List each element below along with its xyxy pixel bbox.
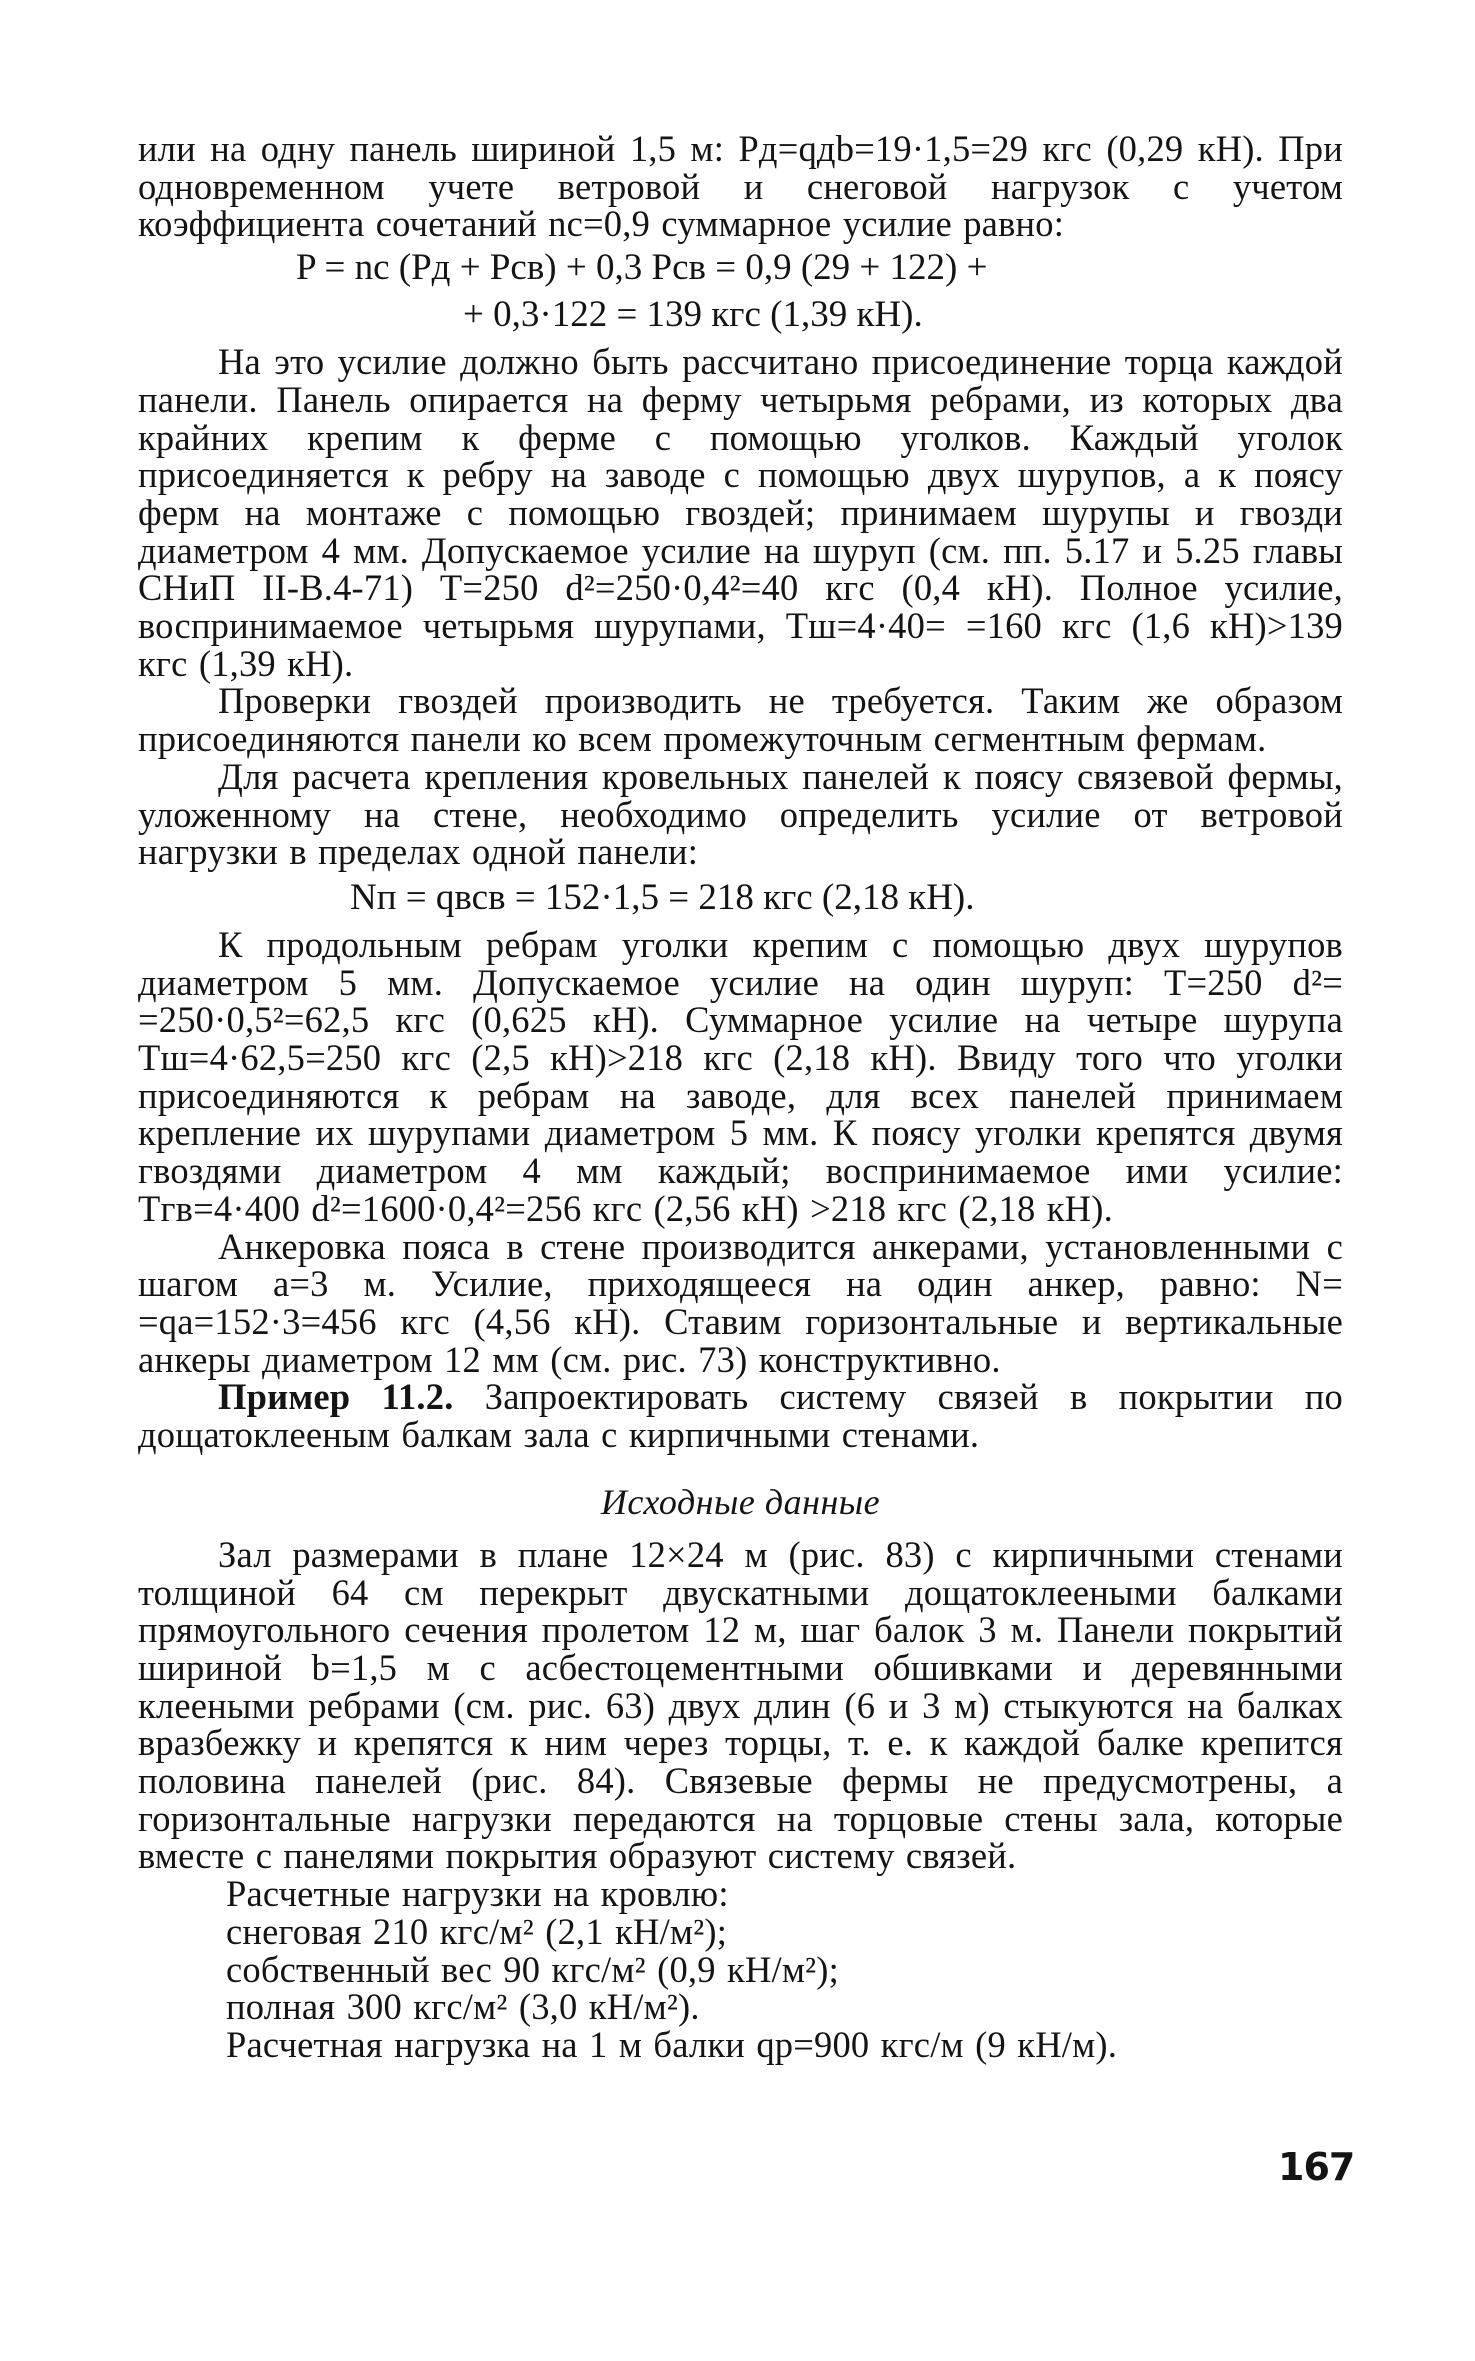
paragraph-initial-data: Зал размерами в плане 12×24 м (рис. 83) с кирпичными стенами толщиной 64 см перекрыт двускатными дощатоклееными балками прямоугольного сечения пролетом 12 м, шаг балок 3 м. Панели покрытий шириной b=1,5 м с асбестоцементными обшивками и деревянными клееными ребрами (см. рис. 63) двух длин (6 и 3 м) стыкуются на балках вразбежку и крепятся к ним через торцы, т. е. к каждой балке крепится половина панелей (рис. 84). Связевые фермы не предусмотрены, а горизонтальные нагрузки передаются на торцовые стены зала, которые вместе с панелями покрытия образуют систему связей. xyxy=(138,1533,1343,1877)
text-column xyxy=(138,130,1343,2064)
paragraph-example xyxy=(138,1376,1343,1456)
paragraph-wind-load: Для расчета крепления кровельных панелей к поясу связевой фермы, уложенному на стене, необходимо определить усилие от ветровой нагрузки в пределах одной панели: xyxy=(138,755,1343,873)
loads-list-item: снеговая 210 кгс/м² (2,1 кН/м²); xyxy=(226,1910,728,1952)
paragraph-beam-load: Расчетная нагрузка на 1 м балки qр=900 кгс/м (9 кН/м). xyxy=(226,2023,1118,2065)
loads-list-title: Расчетные нагрузки на кровлю: xyxy=(226,1873,729,1915)
loads-list-item: собственный вес 90 кгс/м² (0,9 кН/м²); xyxy=(226,1948,840,1990)
formula-total-force-line-1: P = nс (Pд + Pсв) + 0,3 Pсв = 0,9 (29 + 122) + xyxy=(296,247,988,289)
paragraph-panel-load: или на одну панель шириной 1,5 м: Pд=qдb=19·1,5=29 кгс (0,29 кН). При одновременном учете ветровой и снеговой нагрузок с учетом коэффициента сочетаний nс=0,9 суммарное усилие равно: xyxy=(138,128,1343,245)
formula-wind-force: Nп = qвсв = 152·1,5 = 218 кгс (2,18 кН). xyxy=(350,876,975,918)
example-text: Запроектировать систему связей в покрытии по дощатоклееным балкам зала с кирпичными стенами. xyxy=(138,1376,1343,1456)
loads-list xyxy=(138,1875,1343,2064)
example-label: Пример 11.2. xyxy=(218,1376,454,1418)
paragraph-anchoring: Анкеровка пояса в стене производится анкерами, установленными с шагом a=3 м. Усилие, приходящееся на один анкер, равно: N= =qa=152·3=456 кгс (4,56 кН). Ставим горизонтальные и вертикальные анкеры диаметром 12 мм (см. рис. 73) конструктивно. xyxy=(138,1225,1343,1380)
paragraph-screw-connection: К продольным ребрам уголки крепим с помощью двух шурупов диаметром 5 мм. Допускаемое усилие на один шуруп: T=250 d²= =250·0,5²=62,5 кгс (0,625 кН). Суммарное усилие на четыре шурупа Tш=4·62,5=250 кгс (2,5 кН)>218 кгс (2,18 кН). Ввиду того что уголки присоединяются к ребрам на заводе, для всех панелей принимаем крепление их шурупами диаметром 5 мм. К поясу уголки крепятся двумя гвоздями диаметром 4 мм каждый; воспринимаемое ими усилие: Tгв=4·400 d²=1600·0,4²=256 кгс (2,56 кН) >218 кгс (2,18 кН). xyxy=(138,923,1343,1229)
paragraph-panel-connection: На это усилие должно быть рассчитано присоединение торца каждой панели. Панель опирается на ферму четырьмя ребрами, из которых два крайних крепим к ферме с помощью уголков. Каждый уголок присоединяется к ребру на заводе с помощью двух шурупов, а к поясу ферм на монтаже с помощью гвоздей; принимаем шурупы и гвозди диаметром 4 мм. Допускаемое усилие на шуруп (см. пп. 5.17 и 5.25 главы СНиП II-В.4-71) T=250 d²=250·0,4²=40 кгс (0,4 кН). Полное усилие, воспринимаемое четырьмя шурупами, Tш=4·40= =160 кгс (1,6 кН)>139 кгс (1,39 кН). xyxy=(138,341,1343,684)
formula-total-force-line-2: + 0,3·122 = 139 кгс (1,39 кН). xyxy=(463,294,923,336)
page-number: 167 xyxy=(1278,2145,1355,2189)
section-heading: Исходные данные xyxy=(600,1481,881,1522)
loads-list-item: полная 300 кгс/м² (3,0 кН/м²). xyxy=(226,1986,700,2028)
paragraph-nail-check: Проверки гвоздей производить не требуется. Таким же образом присоединяются панели ко всем промежуточным сегментным фермам. xyxy=(138,680,1343,760)
